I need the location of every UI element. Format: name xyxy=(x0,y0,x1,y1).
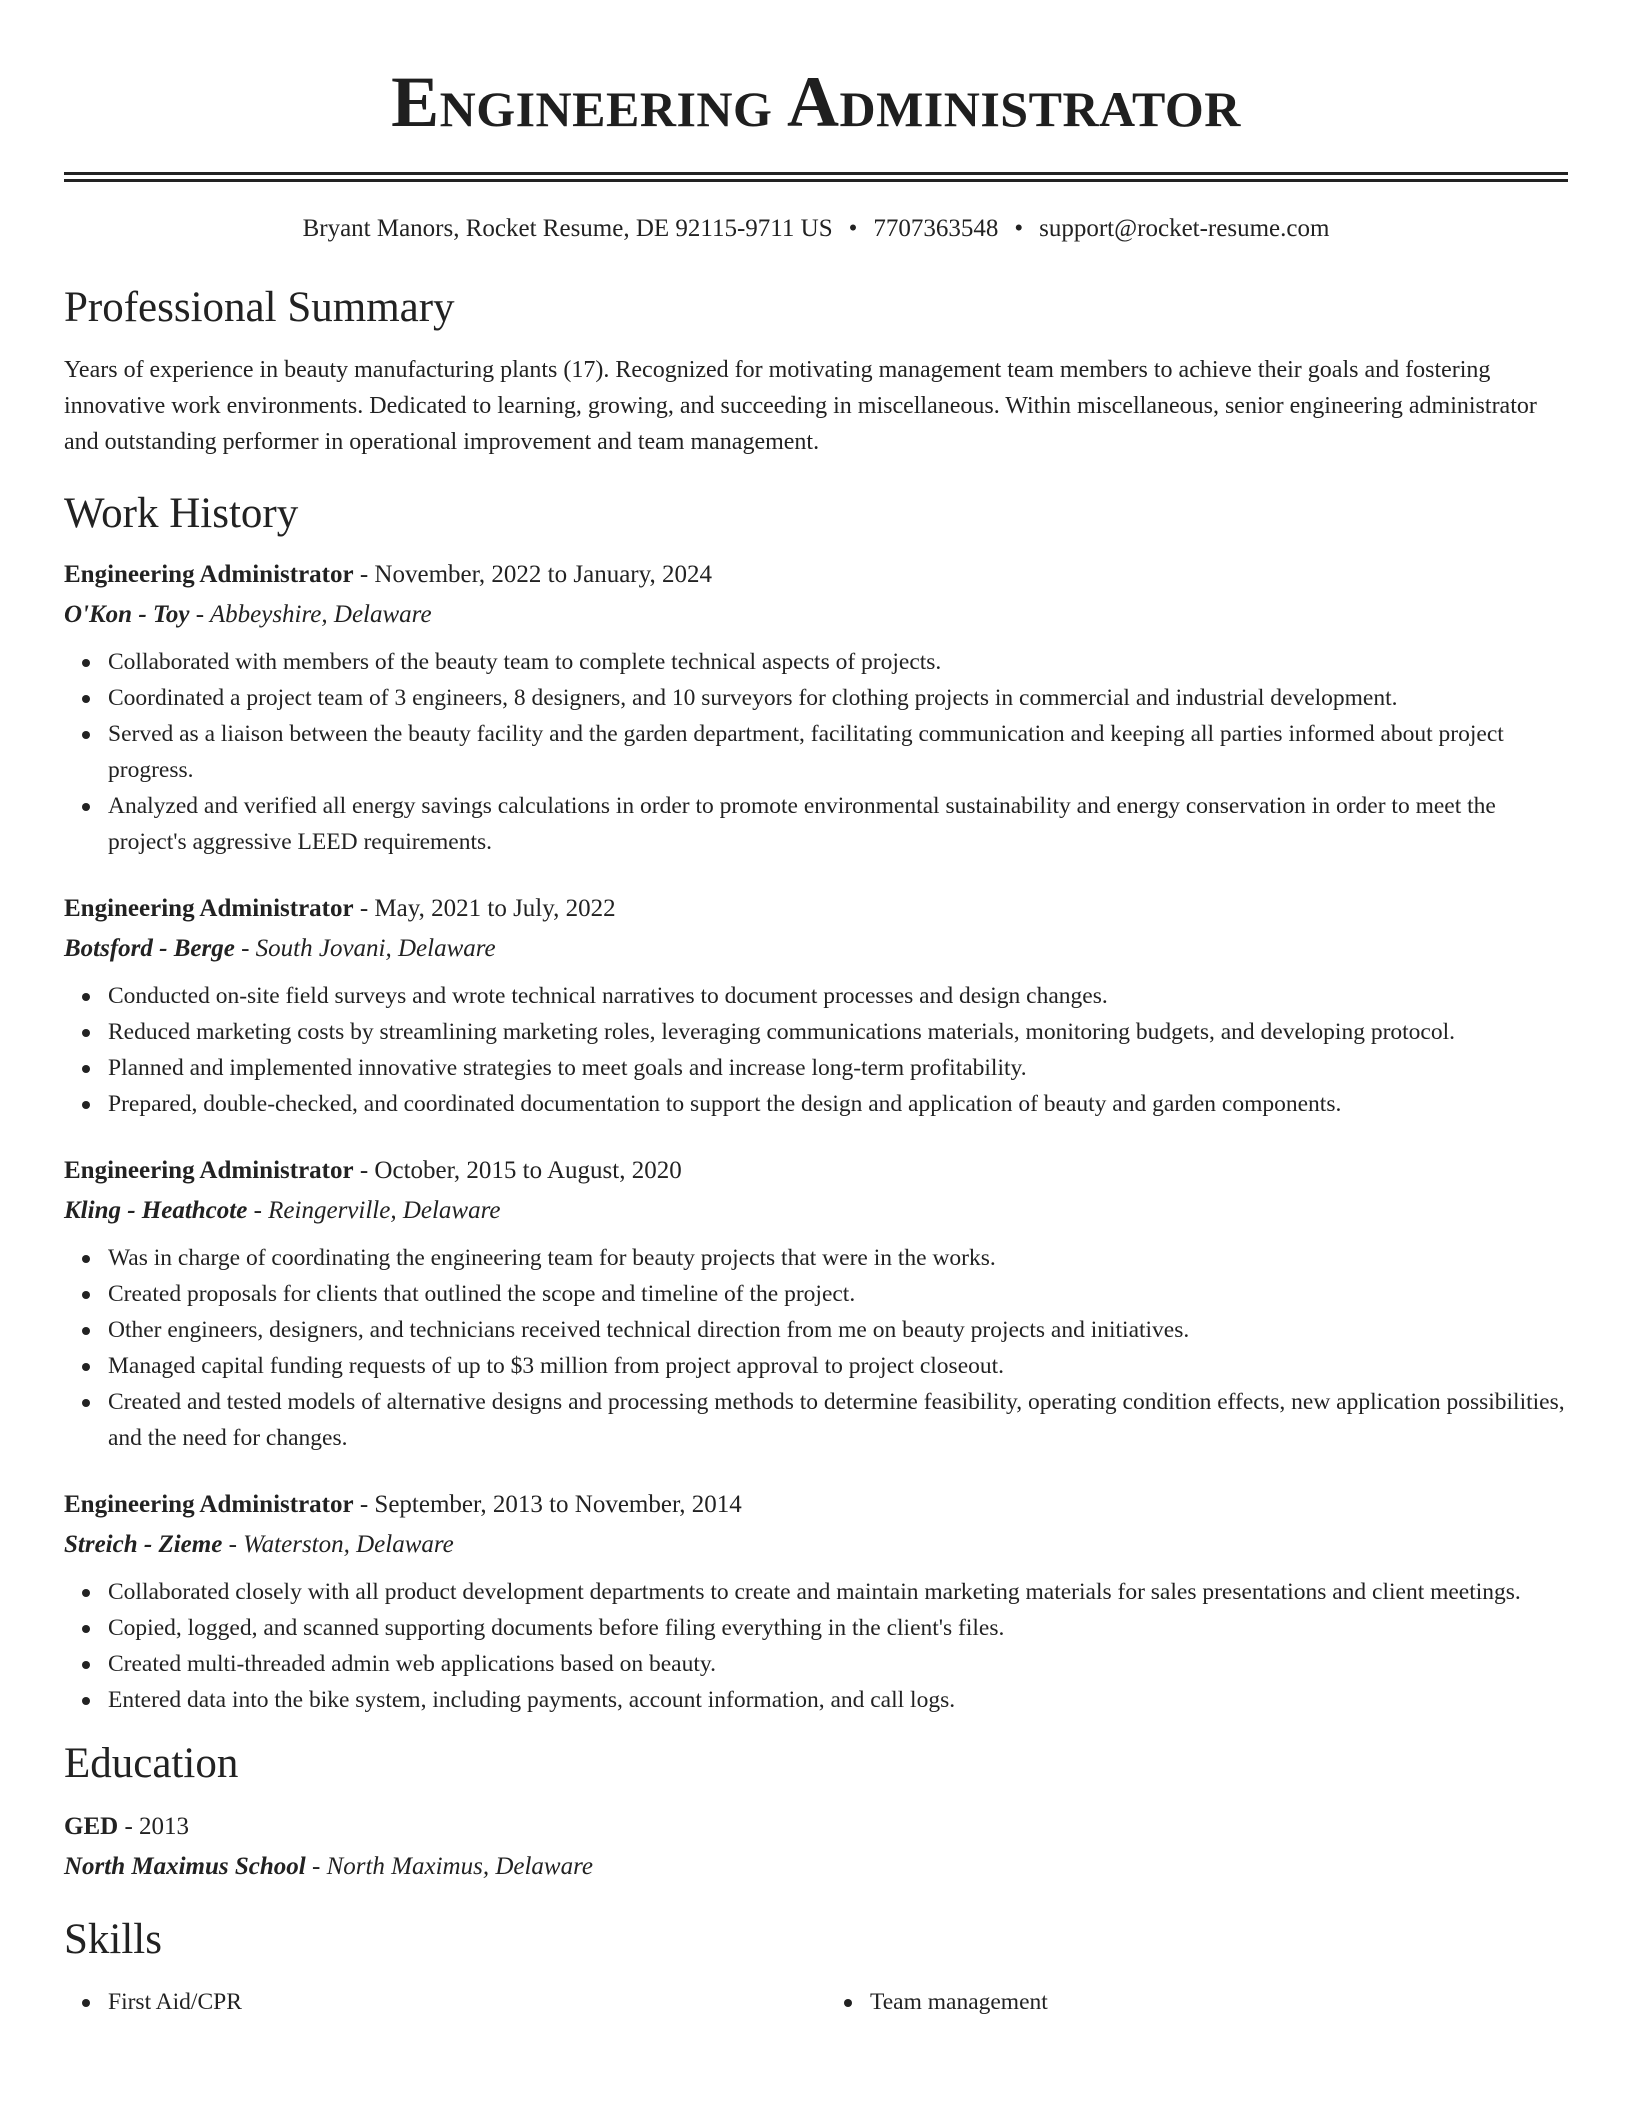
education-section xyxy=(64,1738,1568,1886)
skills-column-left xyxy=(64,1984,806,2020)
bullet-item: Coordinated a project team of 3 engineers, 8 designers, and 10 surveyors for clothing projects in commercial and industrial development. xyxy=(108,680,1568,716)
resume-title: Engineering Administrator xyxy=(391,62,1241,142)
company-line xyxy=(64,1526,1568,1564)
job-title-line xyxy=(64,890,1568,928)
school-line xyxy=(64,1848,1568,1886)
company-name: Botsford - Berge xyxy=(64,935,235,962)
school-location: - North Maximus, Delaware xyxy=(305,1853,593,1880)
resume-page xyxy=(64,0,1568,2020)
job-title-line xyxy=(64,1486,1568,1524)
bullet-item: Copied, logged, and scanned supporting documents before filing everything in the client's files. xyxy=(108,1610,1568,1646)
job-title-line xyxy=(64,1152,1568,1190)
skill-item: First Aid/CPR xyxy=(108,1984,806,2020)
section-heading: Professional Summary xyxy=(64,284,455,331)
job-title: Engineering Administrator xyxy=(64,1491,354,1518)
skill-item: Team management xyxy=(870,1984,1568,2020)
contact-line xyxy=(64,212,1568,246)
bullet-item: Prepared, double-checked, and coordinated documentation to support the design and application of beauty and garden components. xyxy=(108,1086,1568,1122)
degree-name: GED xyxy=(64,1813,119,1840)
company-line xyxy=(64,596,1568,634)
job-title: Engineering Administrator xyxy=(64,561,354,588)
bullet-item: Collaborated with members of the beauty team to complete technical aspects of projects. xyxy=(108,644,1568,680)
bullet-item: Created multi-threaded admin web applications based on beauty. xyxy=(108,1646,1568,1682)
professional-summary-section xyxy=(64,282,1568,460)
job-dates: - October, 2015 to August, 2020 xyxy=(353,1157,682,1184)
job-entry xyxy=(64,1486,1568,1718)
company-name: Streich - Zieme xyxy=(64,1531,223,1558)
job-title: Engineering Administrator xyxy=(64,1157,354,1184)
job-entry xyxy=(64,556,1568,860)
section-heading: Skills xyxy=(64,1916,162,1963)
bullet-item: Created and tested models of alternative designs and processing methods to determine feasibility, operating condition effects, new application possibilities, and the need for changes. xyxy=(108,1384,1568,1456)
school-name: North Maximus School xyxy=(64,1853,306,1880)
bullet-item: Managed capital funding requests of up to $3 million from project approval to project closeout. xyxy=(108,1348,1568,1384)
job-bullets xyxy=(64,644,1568,860)
degree-line xyxy=(64,1808,1568,1846)
bullet-item: Planned and implemented innovative strategies to meet goals and increase long-term profitability. xyxy=(108,1050,1568,1086)
bullet-item: Collaborated closely with all product development departments to create and maintain marketing materials for sales presentations and client meetings. xyxy=(108,1574,1568,1610)
contact-separator: • xyxy=(1014,215,1024,242)
company-line xyxy=(64,1192,1568,1230)
job-entry xyxy=(64,890,1568,1122)
job-bullets xyxy=(64,1574,1568,1718)
contact-email: support@rocket-resume.com xyxy=(1039,215,1330,242)
job-dates: - November, 2022 to January, 2024 xyxy=(353,561,713,588)
job-bullets xyxy=(64,1240,1568,1456)
contact-address: Bryant Manors, Rocket Resume, DE 92115-9711 US xyxy=(302,215,833,242)
skills-grid xyxy=(64,1984,1568,2020)
bullet-item: Conducted on-site field surveys and wrote technical narratives to document processes and design changes. xyxy=(108,978,1568,1014)
work-history-section xyxy=(64,488,1568,1718)
bullet-item: Created proposals for clients that outlined the scope and timeline of the project. xyxy=(108,1276,1568,1312)
company-name: Kling - Heathcote xyxy=(64,1197,248,1224)
bullet-item: Analyzed and verified all energy savings calculations in order to promote environmental sustainability and energy conservation in order to meet the project's aggressive LEED requirements. xyxy=(108,788,1568,860)
company-name: O'Kon - Toy xyxy=(64,601,190,628)
summary-text: Years of experience in beauty manufacturing plants (17). Recognized for motivating management team members to achieve their goals and fostering innovative work environments. Dedicated to learning, growing, and succeeding in miscellaneous. Within miscellaneous, senior engineering administrator and outstanding performer in operational improvement and team management. xyxy=(64,357,1537,455)
bullet-item: Other engineers, designers, and technicians received technical direction from me on beauty projects and initiatives. xyxy=(108,1312,1568,1348)
job-dates: - September, 2013 to November, 2014 xyxy=(353,1491,742,1518)
section-heading: Education xyxy=(64,1740,239,1787)
company-location: - Waterston, Delaware xyxy=(222,1531,454,1558)
title-double-rule xyxy=(64,172,1568,182)
bullet-item: Served as a liaison between the beauty facility and the garden department, facilitating communication and keeping all parties informed about project progress. xyxy=(108,716,1568,788)
degree-year: - 2013 xyxy=(118,1813,190,1840)
company-line xyxy=(64,930,1568,968)
company-location: - Reingerville, Delaware xyxy=(247,1197,501,1224)
company-location: - South Jovani, Delaware xyxy=(234,935,496,962)
bullet-item: Reduced marketing costs by streamlining marketing roles, leveraging communications materials, monitoring budgets, and developing protocol. xyxy=(108,1014,1568,1050)
skills-column-right xyxy=(826,1984,1568,2020)
bullet-item: Entered data into the bike system, including payments, account information, and call logs. xyxy=(108,1682,1568,1718)
skills-section xyxy=(64,1914,1568,2020)
section-heading: Work History xyxy=(64,490,299,537)
job-entry xyxy=(64,1152,1568,1456)
company-location: - Abbeyshire, Delaware xyxy=(189,601,432,628)
job-dates: - May, 2021 to July, 2022 xyxy=(353,895,616,922)
job-title: Engineering Administrator xyxy=(64,895,354,922)
education-entry xyxy=(64,1808,1568,1886)
contact-separator: • xyxy=(848,215,858,242)
job-title-line xyxy=(64,556,1568,594)
contact-phone: 7707363548 xyxy=(873,215,999,242)
job-bullets xyxy=(64,978,1568,1122)
bullet-item: Was in charge of coordinating the engineering team for beauty projects that were in the works. xyxy=(108,1240,1568,1276)
